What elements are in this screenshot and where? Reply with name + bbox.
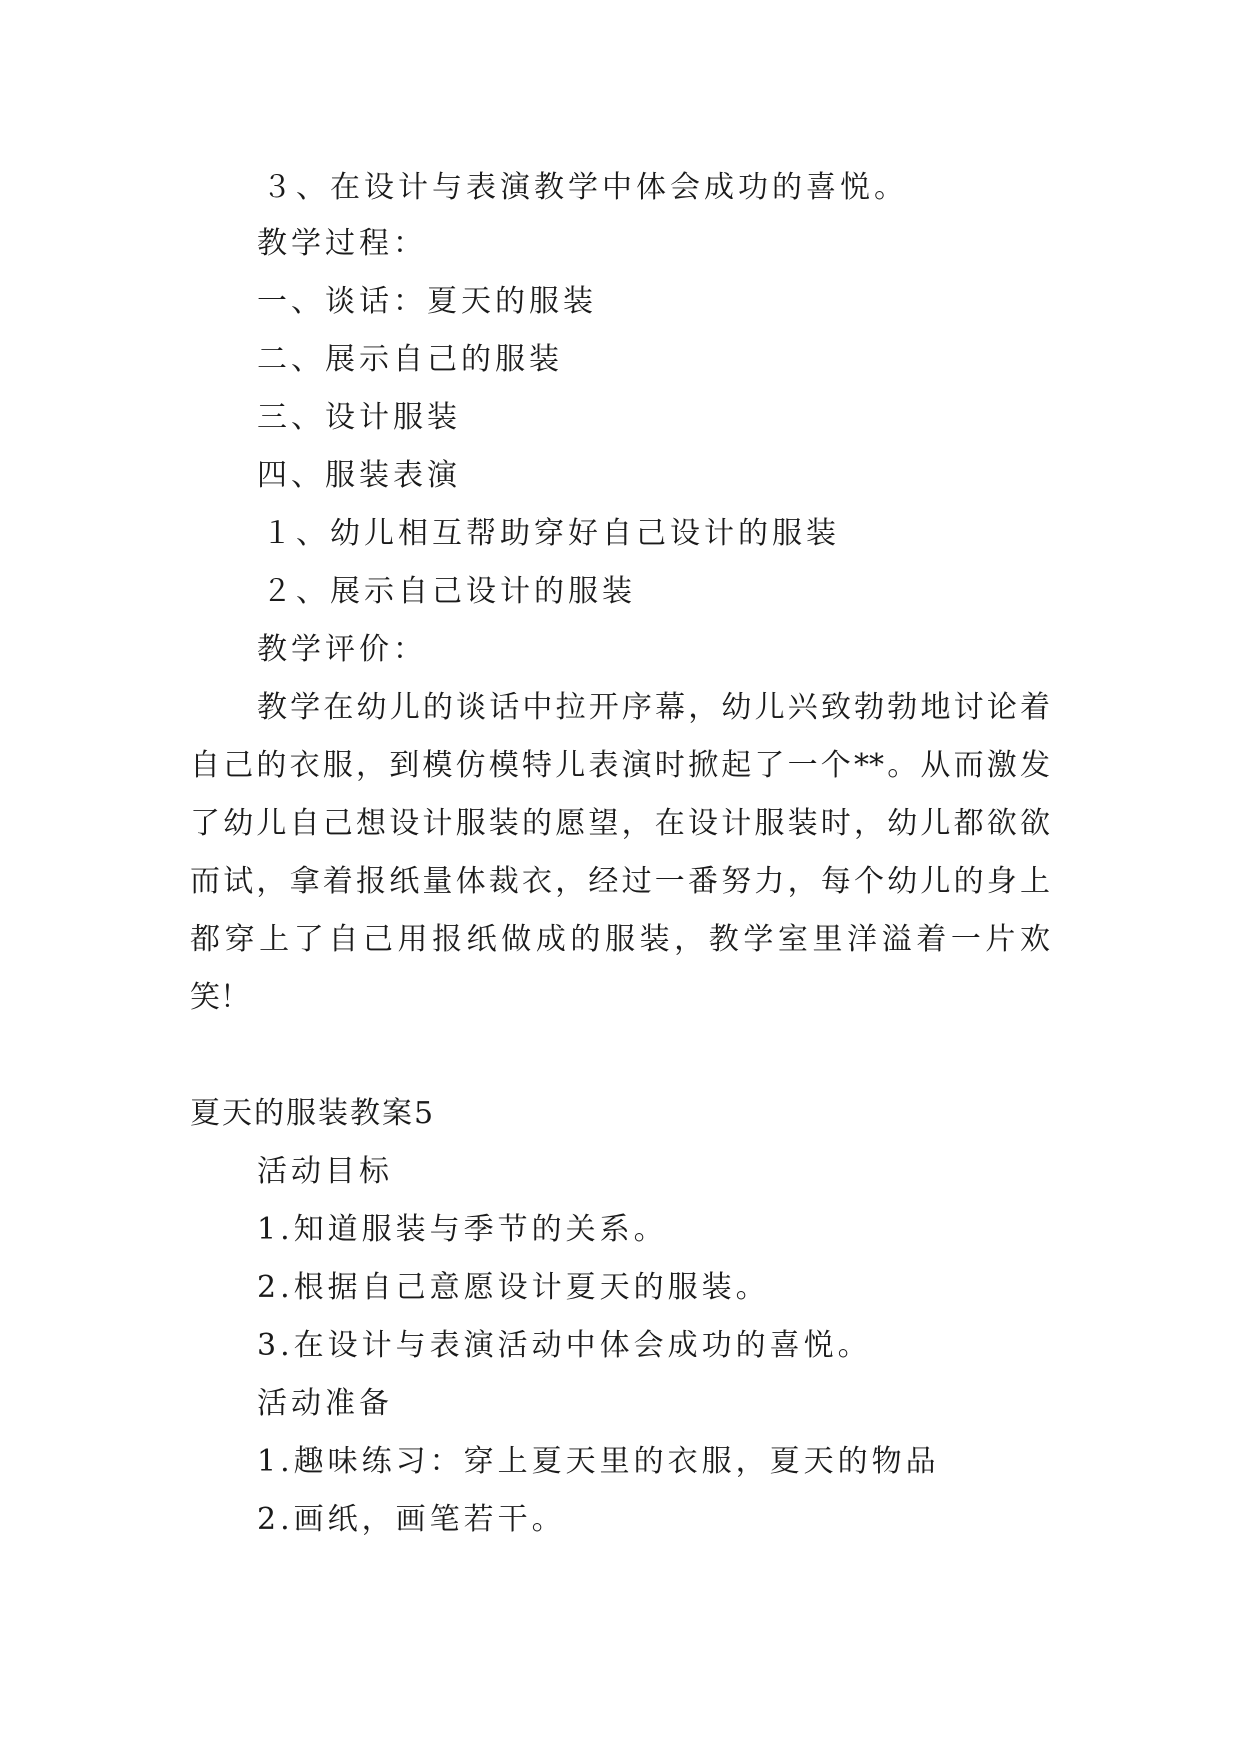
- goal-item-3: 3.在设计与表演活动中体会成功的喜悦。: [257, 1328, 872, 1363]
- evaluation-line: 自己的衣服，到模仿模特儿表演时掀起了一个**。从而激发: [190, 748, 1050, 783]
- process-heading: 教学过程：: [257, 226, 427, 261]
- evaluation-line: 都穿上了自己用报纸做成的服装，教学室里洋溢着一片欢: [190, 922, 1050, 957]
- process-step-3: 三、设计服装: [257, 400, 461, 435]
- goal-item-1: 1.知道服装与季节的关系。: [257, 1212, 668, 1247]
- goals-heading: 活动目标: [257, 1154, 393, 1189]
- evaluation-line: 而试，拿着报纸量体裁衣，经过一番努力，每个幼儿的身上: [190, 864, 1050, 899]
- prep-heading: 活动准备: [257, 1386, 393, 1421]
- evaluation-line: 笑！: [190, 980, 250, 1015]
- prep-item-2: 2.画纸，画笔若干。: [257, 1502, 566, 1537]
- section-title: 夏天的服装教案5: [190, 1096, 436, 1131]
- process-substep-1: １、幼儿相互帮助穿好自己设计的服装: [262, 516, 840, 551]
- prep-item-1: 1.趣味练习：穿上夏天里的衣服，夏天的物品: [257, 1444, 940, 1479]
- process-substep-2: ２、展示自己设计的服装: [262, 574, 636, 609]
- process-step-2: 二、展示自己的服装: [257, 342, 563, 377]
- goal-item-2: 2.根据自己意愿设计夏天的服装。: [257, 1270, 770, 1305]
- evaluation-line: 了幼儿自己想设计服装的愿望，在设计服装时，幼儿都欲欲: [190, 806, 1050, 841]
- goal-line-3: ３、在设计与表演教学中体会成功的喜悦。: [262, 170, 908, 205]
- process-step-1: 一、谈话：夏天的服装: [257, 284, 597, 319]
- evaluation-line: 教学在幼儿的谈话中拉开序幕，幼儿兴致勃勃地讨论着: [257, 690, 1050, 725]
- evaluation-heading: 教学评价：: [257, 632, 427, 667]
- process-step-4: 四、服装表演: [257, 458, 461, 493]
